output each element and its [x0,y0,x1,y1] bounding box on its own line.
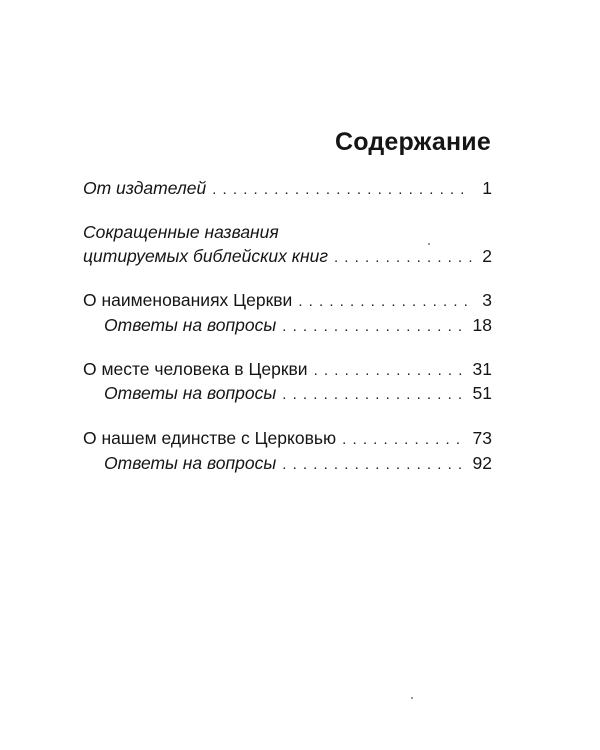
dot-leader [314,359,463,383]
toc-entry-title: Ответы на вопросы [104,453,277,473]
scan-speck [428,243,430,245]
toc-entry-page: 2 [482,246,492,266]
toc-entry [83,426,492,450]
dot-leader [282,453,462,477]
toc-entry-page: 73 [472,428,492,448]
scan-speck [411,697,413,699]
toc-entry-title: О нашем единстве с Церковью [83,428,337,448]
toc-entry-page: 92 [472,453,492,473]
toc-entry-page: 18 [472,315,492,335]
dot-leader [282,383,462,407]
page-title: Содержание [334,128,491,156]
toc-subentry [104,381,492,405]
toc-entry-title: Ответы на вопросы [104,315,277,335]
toc-entry [83,357,492,381]
dot-leader [342,428,462,452]
toc-entry-title: О наименованиях Церкви [83,290,293,310]
toc-entry-page: 1 [482,178,492,198]
toc-entry [83,288,492,312]
toc-subentry [104,451,492,475]
dot-leader [334,246,472,270]
toc-entry-page: 51 [472,383,492,403]
toc-entry-page: 3 [482,290,492,310]
toc-entry-title: Ответы на вопросы [104,383,277,403]
toc-entry [83,176,492,200]
toc-entry-title: цитируемых библейских книг [83,246,328,266]
toc-entry-line-1 [83,220,492,244]
toc-entry-title: О месте человека в Церкви [83,359,308,379]
toc-entry-title: От издателей [83,178,207,198]
dot-leader [298,290,472,314]
toc-entry [83,244,492,268]
dot-leader [282,315,462,339]
toc-subentry [104,313,492,337]
toc-entry-title: Сокращенные названия [83,222,279,242]
toc-entry-page: 31 [472,359,492,379]
dot-leader [212,178,472,202]
